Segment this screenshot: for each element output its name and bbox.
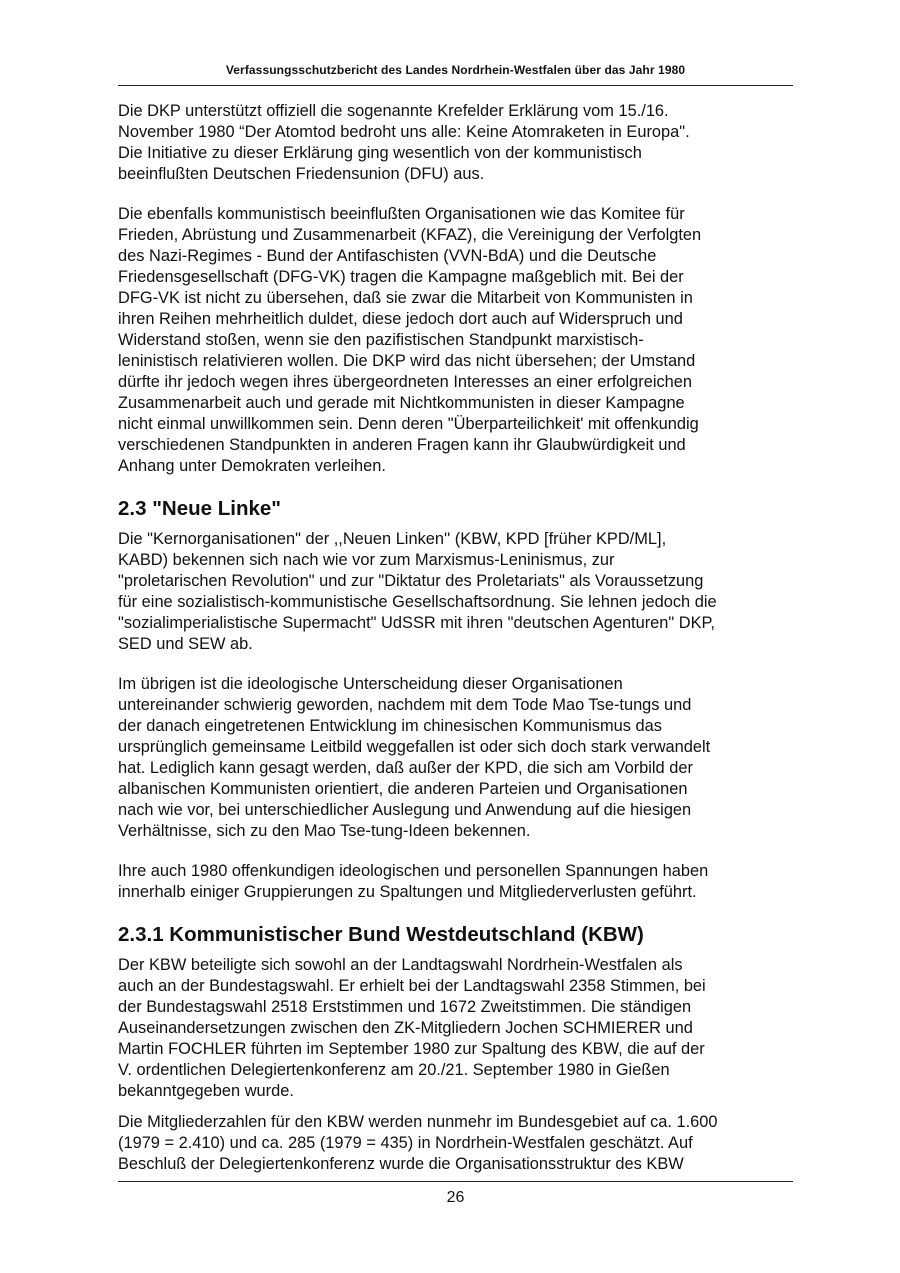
paragraph-5: Ihre auch 1980 offenkundigen ideologischen und personellen Spannungen haben innerhalb einiger Gruppierungen zu Spaltungen und Mitgliederverlusten geführt. — [118, 862, 709, 901]
body-text — [118, 101, 793, 1194]
header-rule — [118, 85, 793, 86]
running-header: Verfassungsschutzbericht des Landes Nordrhein-Westfalen über das Jahr 1980 — [225, 63, 686, 77]
paragraph-4: Im übrigen ist die ideologische Unterscheidung dieser Organisationen untereinander schwierig geworden, nachdem mit dem Tode Mao Tse-tungs und der danach eingetretenen Entwicklung im chinesischen Kommunismus das ursprünglich gemeinsame Leitbild weggefallen ist oder sich doch stark verwandelt hat. Lediglich kann gesagt werden, daß außer der KPD, die sich am Vorbild der albanischen Kommunisten orientiert, die anderen Parteien und Organisationen nach wie vor, bei unterschiedlicher Auslegung und Anwendung auf die hiesigen Verhältnisse, sich zu den Mao Tse-tung-Ideen bekennen. — [118, 675, 711, 840]
paragraph-2: Die ebenfalls kommunistisch beeinflußten Organisationen wie das Komitee für Frieden, Abrüstung und Zusammenarbeit (KFAZ), die Vereinigung der Verfolgten des Nazi-Regimes - Bund der Antifaschisten (VVN-BdA) und die Deutsche Friedensgesellschaft (DFG-VK) tragen die Kampagne maßgeblich mit. Bei der DFG-VK ist nicht zu übersehen, daß sie zwar die Mitarbeit von Kommunisten in ihren Reihen mehrheitlich duldet, diese jedoch dort auch auf Widerspruch und Widerstand stoßen, wenn sie den pazifistischen Standpunkt marxistisch- leninistisch relativieren wollen. Die DKP wird das nicht übersehen; der Umstand dürfte ihr jedoch wegen ihres übergeordneten Interesses an einer erfolgreichen Zusammenarbeit auch und gerade mit Nichtkommunisten in dieser Kampagne nicht einmal unwillkommen sein. Denn deren "Überparteilichkeit' mit offenkundig verschiedenen Standpunkten in anderen Fragen kann ihr Glaubwürdigkeit und Anhang unter Demokraten verleihen. — [118, 205, 702, 475]
paragraph-1: Die DKP unterstützt offiziell die sogenannte Krefelder Erklärung vom 15./16. November 1980 “Der Atomtod bedroht uns alle: Keine Atomraketen in Europa". Die Initiative zu dieser Erklärung ging wesentlich von der kommunistisch beeinflußten Deutschen Friedensunion (DFU) aus. — [118, 102, 690, 183]
paragraph-3: Die "Kernorganisationen" der ,,Neuen Linken'' (KBW, KPD [früher KPD/ML], KABD) bekennen sich nach wie vor zum Marxismus-Leninismus, zur "proletarischen Revolution" und zur "Diktatur des Proletariats" als Voraussetzung für eine sozialistisch-kommunistische Gesellschaftsordnung. Sie lehnen jedoch die "sozialimperialistische Supermacht" UdSSR mit ihren "deutschen Agenturen" DKP, SED und SEW ab. — [118, 530, 717, 653]
paragraph-6: Der KBW beteiligte sich sowohl an der Landtagswahl Nordrhein-Westfalen als auch an der Bundestagswahl. Er erhielt bei der Landtagswahl 2358 Stimmen, bei der Bundestagswahl 2518 Erststimmen und 1672 Zweitstimmen. Die ständigen Auseinandersetzungen zwischen den ZK-Mitgliedern Jochen SCHMIERER und Martin FOCHLER führten im September 1980 zur Spaltung des KBW, die auf der V. ordentlichen Delegiertenkonferenz am 20./21. September 1980 in Gießen bekanntgegeben wurde. — [118, 956, 706, 1100]
footer-rule — [118, 1181, 793, 1182]
section-heading-2-3-1: 2.3.1 Kommunistischer Bund Westdeutschland (KBW) — [118, 923, 644, 946]
section-heading-2-3: 2.3 "Neue Linke" — [118, 497, 281, 520]
page-number: 26 — [446, 1189, 465, 1206]
paragraph-7: Die Mitgliederzahlen für den KBW werden nunmehr im Bundesgebiet auf ca. 1.600 (1979 = 2.410) und ca. 285 (1979 = 435) in Nordrhein-Westfalen geschätzt. Auf Beschluß der Delegiertenkonferenz wurde die Organisationsstruktur des KBW — [118, 1113, 718, 1173]
